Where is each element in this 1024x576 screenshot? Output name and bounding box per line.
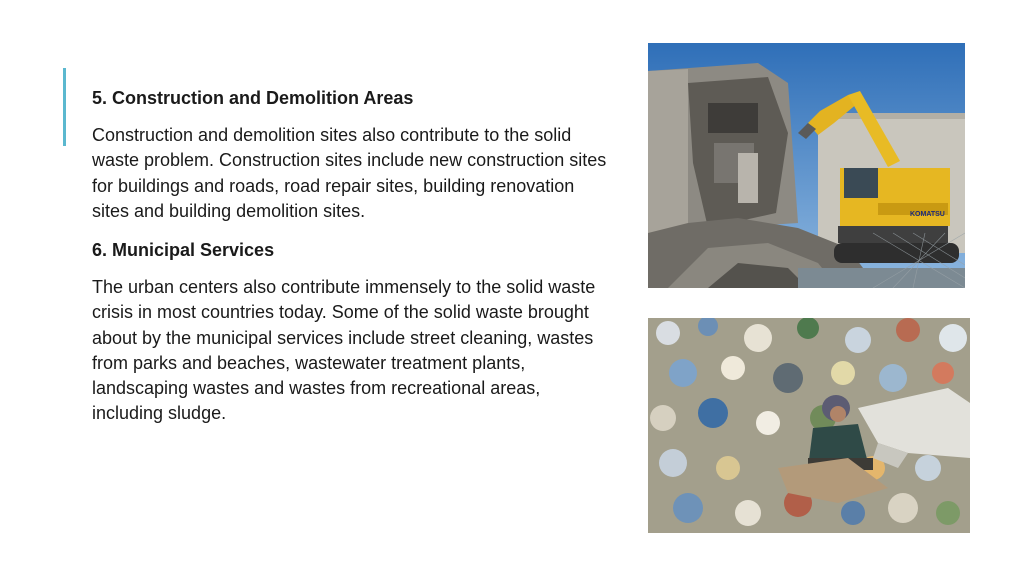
accent-bar — [63, 68, 66, 146]
excavator-brand-text: KOMATSU — [910, 211, 945, 218]
section-body-construction: Construction and demolition sites also contribute to the solid waste problem. Construction sites include new construction sites for buildings and roads, road repair sites, building renovation sites and building demolition sites. — [92, 125, 607, 221]
landfill-photo — [648, 318, 970, 533]
section-body-municipal: The urban centers also contribute immensely to the solid waste crisis in most countries today. Some of the solid waste brought about by the municipal services include street cleaning, wastes from parks and beaches, wastewater treatment plants, landscaping wastes and wastes from recreational areas, including sludge. — [92, 277, 596, 424]
text-content — [92, 86, 612, 440]
demolition-photo — [648, 43, 965, 288]
section-heading-municipal: 6. Municipal Services — [92, 240, 275, 261]
section-heading-construction: 5. Construction and Demolition Areas — [92, 88, 414, 108]
